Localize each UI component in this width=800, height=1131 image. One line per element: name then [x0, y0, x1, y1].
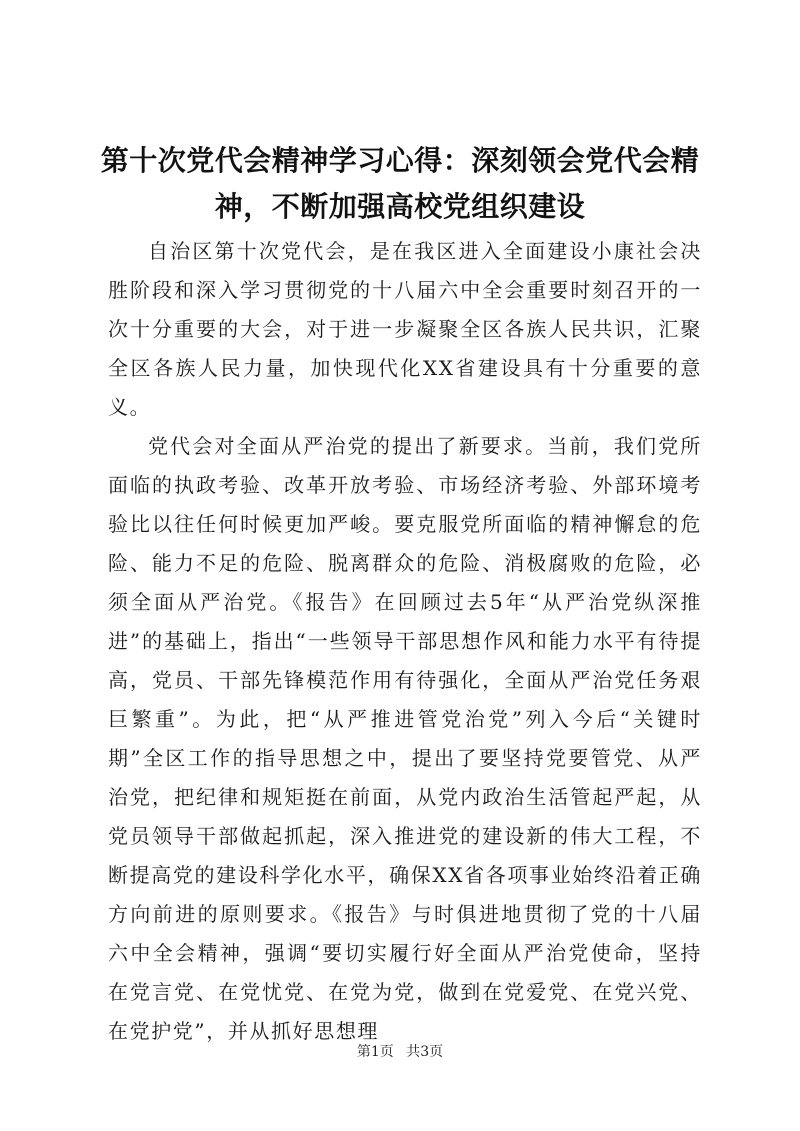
document-body [108, 232, 702, 1051]
page-total: 共3页 [406, 1044, 444, 1060]
paragraph: 党代会对全面从严治党的提出了新要求。当前，我们党所面临的执政考验、改革开放考验、市场经济考验、外部环境考验比以往任何时候更加严峻。要克服党所面临的精神懈怠的危险、能力不足的危险、脱离群众的危险、消极腐败的危险，必须全面从严治党。《报告》在回顾过去5年“从严治党纵深推进”的基础上，指出“一些领导干部思想作风和能力水平有待提高，党员、干部先锋模范作用有待强化，全面从严治党任务艰巨繁重”。为此，把“从严推进管党治党”列入今后“关键时期”全区工作的指导思想之中，提出了要坚持党要管党、从严治党，把纪律和规矩挺在前面，从党内政治生活管起严起，从党员领导干部做起抓起，深入推进党的建设新的伟大工程，不断提高党的建设科学化水平，确保XX省各项事业始终沿着正确方向前进的原则要求。《报告》与时俱进地贯彻了党的十八届六中全会精神，强调“要切实履行好全面从严治党使命，坚持在党言党、在党忧党、在党为党，做到在党爱党、在党兴党、在党护党”，并从抓好思想理 [108, 434, 702, 1043]
document-title: 第十次党代会精神学习心得：深刻领会党代会精神，不断加强高校党组织建设 [100, 144, 700, 223]
page-footer [0, 1041, 800, 1061]
paragraph: 自治区第十次党代会，是在我区进入全面建设小康社会决胜阶段和深入学习贯彻党的十八届六中全会重要时刻召开的一次十分重要的大会，对于进一步凝聚全区各族人民共识，汇聚全区各族人民力量，加快现代化XX省建设具有十分重要的意义。 [108, 239, 702, 419]
page-number: 第1页 [356, 1044, 394, 1060]
